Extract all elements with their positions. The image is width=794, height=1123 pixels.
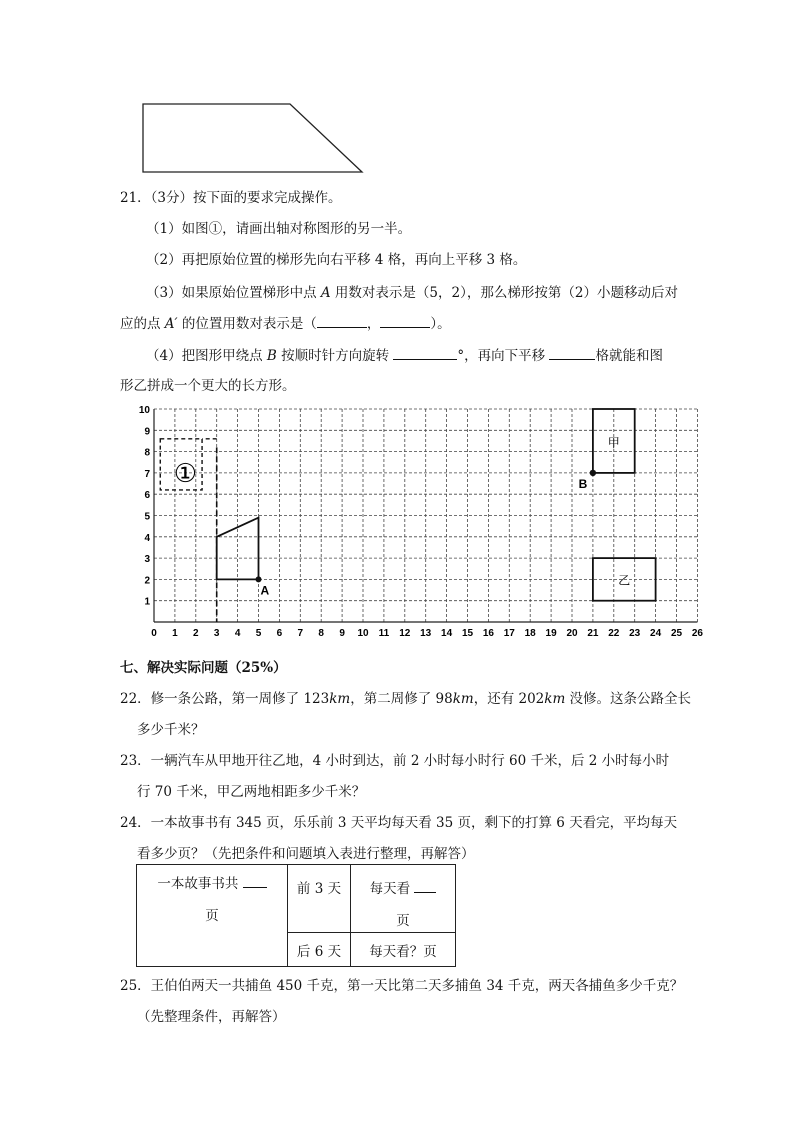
q21-title: 21．（3分）按下面的要求完成操作。 bbox=[120, 190, 342, 206]
point-b bbox=[590, 470, 596, 476]
q24-cell-total: 一本故事书共 页 bbox=[137, 865, 288, 967]
x-tick-label: 18 bbox=[524, 628, 536, 639]
trapezoid-figure bbox=[0, 0, 794, 180]
q21-step-3-line-2: 应的点 A′ 的位置用数对表示是（ ， ）。 bbox=[120, 312, 451, 332]
q25-line-1: 25．王伯伯两天一共捕鱼 450 千克，第一天比第二天多捕鱼 34 千克，两天各捕鱼多少千克？ bbox=[120, 978, 684, 994]
point-a bbox=[256, 576, 262, 582]
x-tick-label: 25 bbox=[670, 628, 683, 639]
y-tick-label: 8 bbox=[144, 447, 150, 459]
coordinate-grid bbox=[0, 398, 794, 646]
answer-blank-total[interactable] bbox=[243, 873, 267, 888]
q24-cell-last-days: 后 6 天 bbox=[288, 933, 351, 967]
q23-line-1: 23．一辆汽车从甲地开往乙地，4 小时到达，前 2 小时每小时行 60 千米，后 2 小时每小时 bbox=[120, 753, 670, 769]
q22-line-2: 多少千米？ bbox=[137, 722, 205, 738]
y-tick-label: 7 bbox=[144, 468, 150, 480]
y-tick-label: 2 bbox=[144, 575, 150, 587]
x-tick-label: 6 bbox=[276, 628, 283, 639]
x-tick-label: 2 bbox=[193, 628, 199, 639]
figure-yi-label: 乙 bbox=[618, 573, 631, 588]
x-tick-label: 9 bbox=[339, 628, 345, 639]
y-tick-label: 9 bbox=[144, 426, 150, 438]
x-tick-label: 13 bbox=[420, 628, 432, 639]
x-tick-label: 0 bbox=[151, 628, 157, 639]
q22-line-1: 22．修一条公路，第一周修了 123km，第二周修了 98km，还有 202km 没修。这条公路全长 bbox=[120, 691, 692, 707]
q25-line-2: （先整理条件，再解答） bbox=[137, 1009, 286, 1025]
x-tick-label: 14 bbox=[441, 628, 453, 639]
answer-blank-y[interactable] bbox=[380, 314, 430, 329]
x-tick-label: 3 bbox=[213, 628, 220, 639]
q24-table bbox=[136, 864, 456, 967]
answer-blank-daily[interactable] bbox=[414, 879, 436, 894]
x-tick-label: 10 bbox=[357, 628, 369, 639]
q21-step-4-line-1: （4）把图形甲绕点 B 按顺时针方向旋转 °，再向下平移 格就能和图 bbox=[146, 344, 663, 364]
answer-blank-angle[interactable] bbox=[393, 346, 457, 361]
q21-step-4-line-2: 形乙拼成一个更大的长方形。 bbox=[120, 378, 296, 394]
x-tick-label: 20 bbox=[566, 628, 578, 639]
y-tick-label: 3 bbox=[144, 554, 150, 566]
q24-cell-question: 每天看？页 bbox=[351, 933, 456, 967]
x-tick-label: 24 bbox=[650, 628, 662, 639]
answer-blank-shift[interactable] bbox=[549, 346, 595, 361]
y-tick-label: 4 bbox=[144, 532, 150, 544]
figure-1-label: ① bbox=[173, 457, 198, 488]
point-a-label: A bbox=[260, 583, 270, 598]
q24-cell-first-days: 前 3 天 bbox=[288, 865, 351, 933]
x-tick-label: 16 bbox=[482, 628, 494, 639]
figure-jia-label: 甲 bbox=[607, 435, 620, 450]
point-b-label: B bbox=[578, 476, 588, 491]
y-tick-label: 1 bbox=[144, 596, 150, 608]
x-tick-label: 17 bbox=[503, 628, 515, 639]
q24-line-1: 24．一本故事书有 345 页，乐乐前 3 天平均每天看 35 页，剩下的打算 6 天看完，平均每天 bbox=[120, 815, 678, 831]
x-tick-label: 22 bbox=[608, 628, 620, 639]
x-tick-label: 8 bbox=[318, 628, 324, 639]
section-7-heading: 七、解决实际问题（25%） bbox=[120, 660, 287, 676]
x-tick-label: 19 bbox=[545, 628, 557, 639]
x-tick-label: 5 bbox=[255, 628, 262, 639]
x-tick-label: 7 bbox=[297, 628, 304, 639]
x-tick-label: 15 bbox=[461, 628, 474, 639]
x-tick-label: 23 bbox=[629, 628, 641, 639]
q21-step-3-line-1: （3）如果原始位置梯形中点 A 用数对表示是（5，2），那么梯形按第（2）小题移动后对 bbox=[146, 285, 678, 301]
y-tick-label: 6 bbox=[144, 490, 150, 502]
x-tick-label: 26 bbox=[691, 628, 703, 639]
answer-blank-x[interactable] bbox=[317, 314, 367, 329]
q24-cell-daily: 每天看 页 bbox=[351, 865, 456, 933]
x-tick-label: 4 bbox=[234, 628, 241, 639]
y-tick-label: 10 bbox=[138, 405, 150, 416]
y-tick-label: 5 bbox=[144, 511, 150, 523]
q23-line-2: 行 70 千米，甲乙两地相距多少千米？ bbox=[137, 784, 366, 800]
q21-step-2: （2）再把原始位置的梯形先向右平移 4 格，再向上平移 3 格。 bbox=[146, 252, 527, 268]
x-tick-label: 21 bbox=[587, 628, 599, 639]
x-tick-label: 12 bbox=[399, 628, 411, 639]
q24-line-2: 看多少页？（先把条件和问题填入表进行整理，再解答） bbox=[137, 846, 475, 862]
x-tick-label: 11 bbox=[378, 628, 390, 639]
q21-step-1: （1）如图①，请画出轴对称图形的另一半。 bbox=[146, 221, 412, 237]
x-tick-label: 1 bbox=[172, 628, 178, 639]
